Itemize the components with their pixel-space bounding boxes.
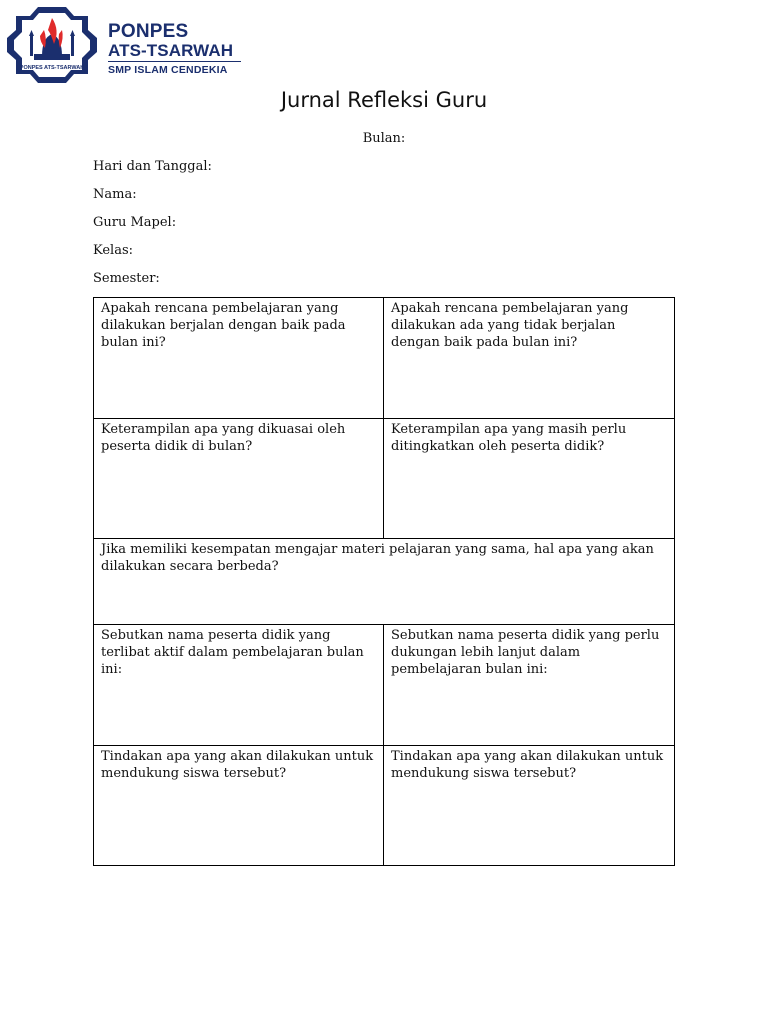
org-divider bbox=[108, 61, 241, 62]
table-cell[interactable]: Keterampilan apa yang masih perlu ditingkatkan oleh peserta didik? bbox=[391, 422, 627, 454]
table-cell-wide[interactable]: Jika memiliki kesempatan mengajar materi pelajaran yang sama, hal apa yang akan dilakukan secara berbeda? bbox=[101, 542, 654, 574]
school-logo-icon bbox=[4, 4, 100, 86]
table-cell[interactable]: Sebutkan nama peserta didik yang perlu dukungan lebih lanjut dalam pembelajaran bulan ini: bbox=[391, 628, 660, 677]
table-row bbox=[94, 419, 674, 539]
table-cell[interactable]: Apakah rencana pembelajaran yang dilakukan ada yang tidak berjalan dengan baik pada bulan ini? bbox=[391, 301, 629, 350]
org-line-2: ATS-TSARWAH bbox=[108, 41, 234, 60]
table-cell[interactable]: Tindakan apa yang akan dilakukan untuk mendukung siswa tersebut? bbox=[94, 746, 384, 865]
field-nama: Nama: bbox=[93, 187, 137, 202]
field-semester: Semester: bbox=[93, 271, 160, 286]
field-guru-mapel: Guru Mapel: bbox=[93, 215, 177, 230]
table-row bbox=[94, 625, 674, 746]
organization-name bbox=[108, 22, 241, 76]
field-hari-tanggal: Hari dan Tanggal: bbox=[93, 159, 212, 174]
table-row bbox=[94, 539, 674, 625]
table-cell[interactable]: Apakah rencana pembelajaran yang dilakukan berjalan dengan baik pada bulan ini? bbox=[94, 298, 384, 418]
reflection-table bbox=[93, 297, 675, 866]
table-cell[interactable]: Tindakan apa yang akan dilakukan untuk mendukung siswa tersebut? bbox=[391, 749, 664, 781]
bulan-label: Bulan: bbox=[362, 131, 406, 146]
table-row bbox=[94, 746, 674, 865]
table-row bbox=[94, 298, 674, 419]
field-kelas: Kelas: bbox=[93, 243, 134, 258]
org-line-3: SMP ISLAM CENDEKIA bbox=[108, 64, 228, 76]
logo-caption: PONPES ATS-TSARWAH bbox=[19, 65, 85, 71]
page-title: Jurnal Refleksi Guru bbox=[280, 88, 488, 112]
org-line-1: PONPES bbox=[108, 21, 189, 42]
table-cell[interactable]: Keterampilan apa yang dikuasai oleh peserta didik di bulan? bbox=[94, 419, 384, 538]
table-cell[interactable]: Sebutkan nama peserta didik yang terlibat aktif dalam pembelajaran bulan ini: bbox=[94, 625, 384, 745]
